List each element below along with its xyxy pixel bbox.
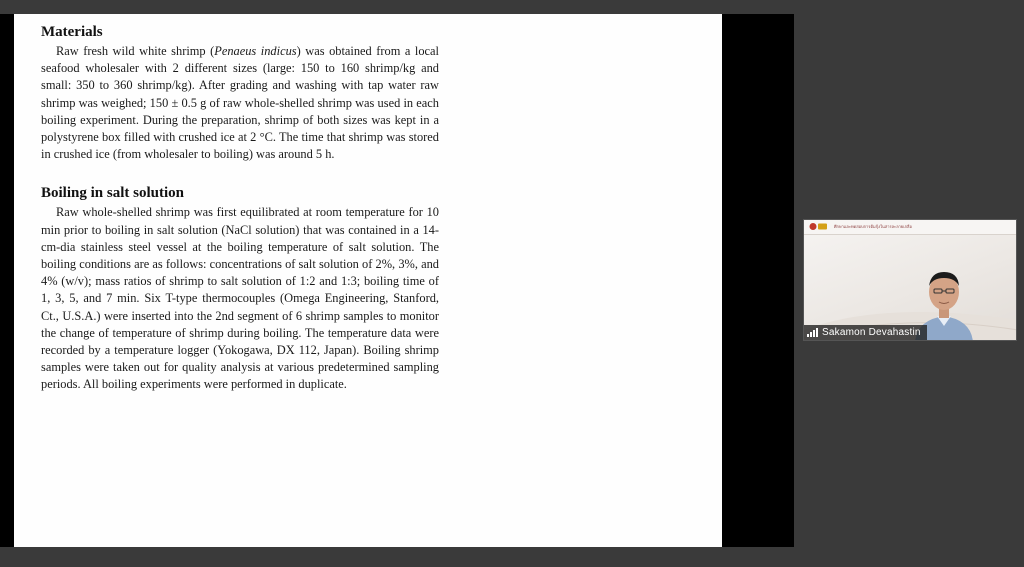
background-header-bar xyxy=(804,220,1016,235)
section-gap xyxy=(41,163,439,185)
section-heading-boiling: Boiling in salt solution xyxy=(41,185,184,202)
screen-share-area xyxy=(0,14,794,547)
paragraph-materials xyxy=(41,43,439,163)
university-logo-icon xyxy=(809,222,829,231)
document-text-column xyxy=(41,24,439,394)
species-name: Penaeus indicus xyxy=(214,44,297,58)
participant-name-bar xyxy=(804,325,927,340)
paragraph-boiling: Raw whole-shelled shrimp was first equilibrated at room temperature for 10 min prior to boiling in salt solution (NaCl solution) that was contained in a 14-cm-dia stainless steel vessel at the boiling temperature of salt solution. The boiling conditions are as follows: concentrations of salt solution of 2%, 3%, and 4% (w/v); mass ratios of shrimp to salt solution of 1:2 and 1:3; boiling time of 1, 3, 5, and 7 min. Six T-type thermocouples (Omega Engineering, Stanford, Ct., U.S.A.) were inserted into the 2nd segment of 6 shrimp samples to monitor the change of temperature of shrimp during boiling. The temperature data were recorded by a temperature logger (Yokogawa, DX 112, Japan). Boiling shrimp samples were taken out for quality analysis at various predetermined sampling periods. All boiling experiments were performed in duplicate. xyxy=(41,205,439,392)
section-heading-materials: Materials xyxy=(41,24,103,40)
signal-strength-icon xyxy=(807,328,818,337)
participant-name: Sakamon Devahastin xyxy=(822,327,921,338)
paragraph-text: Raw fresh wild white shrimp ( xyxy=(56,44,215,58)
participant-video-tile[interactable] xyxy=(803,219,1017,341)
background-header-text: ศึกษาและทดสอบการต้มกุ้งในสารละลายเกลือ xyxy=(834,224,912,229)
paragraph-text: ) was obtained from a local seafood wholesaler with 2 different sizes (large: 150 to 160 shrimp/kg and small: 350 to 360 shrimp/kg). After grading and washing with tap water raw shrimp was weighed; 150 ± 0.5 g of raw whole-shelled shrimp was used in each boiling experiment. During the preparation, shrimp of both sizes was kept in a polystyrene box filled with crushed ice at 2 °C. The time that shrimp was stored in crushed ice (from wholesaler to boiling) was around 5 h. xyxy=(41,44,440,162)
shared-document-page xyxy=(14,14,722,547)
